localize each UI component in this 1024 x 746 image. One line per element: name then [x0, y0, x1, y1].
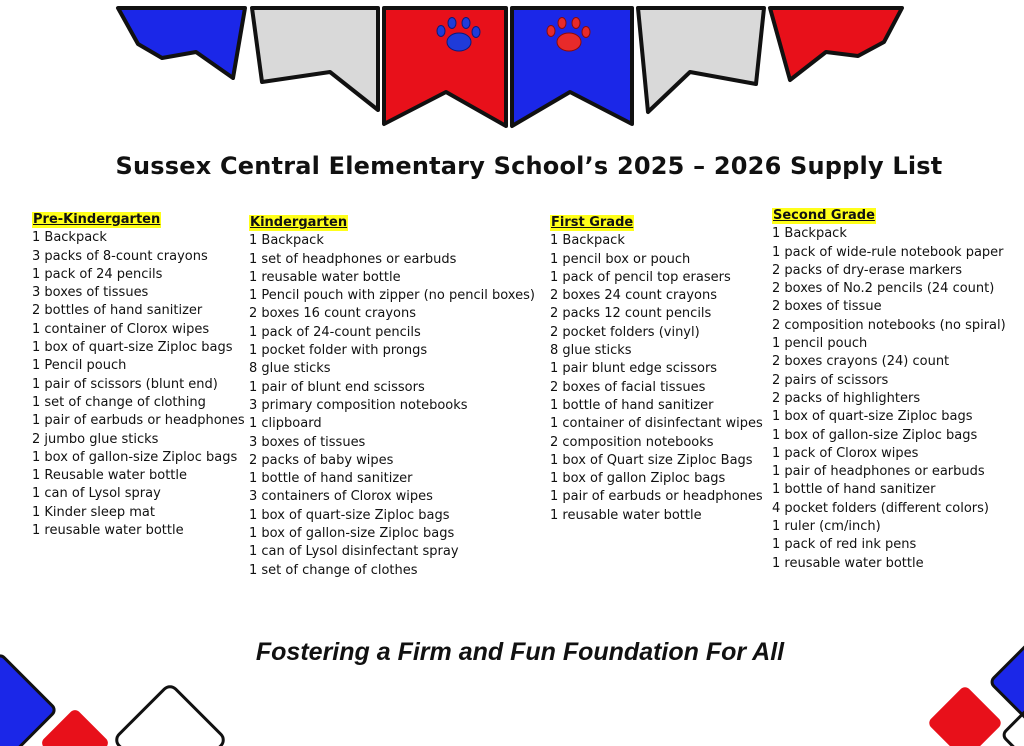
supply-item: 2 boxes of No.2 pencils (24 count) [772, 281, 995, 297]
supply-item: 1 pair of scissors (blunt end) [32, 376, 218, 392]
supply-item: 1 pack of wide-rule notebook paper [772, 244, 1004, 260]
supply-item: 1 can of Lysol spray [32, 486, 161, 502]
supply-item: 1 Reusable water bottle [32, 468, 188, 484]
supply-item: 1 pack of pencil top erasers [550, 269, 731, 285]
pennant-gray-left [252, 8, 378, 110]
supply-item: 1 pair of earbuds or headphones [550, 489, 763, 505]
footer-slogan: Fostering a Firm and Fun Foundation For All [255, 638, 785, 666]
grade-column-second-grade [772, 207, 1007, 573]
supply-item: 3 primary composition notebooks [249, 397, 468, 413]
supply-item: 1 box of Quart size Ziploc Bags [550, 452, 753, 468]
supply-item: 8 glue sticks [550, 343, 632, 359]
supply-item: 1 bottle of hand sanitizer [550, 397, 714, 413]
supply-item: 1 set of headphones or earbuds [249, 251, 457, 267]
supply-item: 2 jumbo glue sticks [32, 431, 159, 447]
grade-heading: Pre-Kindergarten [33, 212, 161, 227]
supply-item: 2 packs of dry-erase markers [772, 262, 962, 278]
supply-item: 1 container of disinfectant wipes [550, 416, 763, 432]
supply-item: 1 box of quart-size Ziploc bags [772, 409, 973, 425]
supply-item: 1 box of gallon-size Ziploc bags [32, 449, 238, 465]
grade-heading: Second Grade [773, 208, 875, 223]
supply-item: 2 packs of baby wipes [249, 452, 394, 468]
supply-item: 2 composition notebooks [550, 434, 714, 450]
decor-square-outline [113, 683, 226, 746]
grade-column-first-grade [550, 214, 765, 525]
supply-item: 1 reusable water bottle [32, 523, 184, 539]
supply-item: 1 Pencil pouch with zipper (no pencil boxes) [249, 288, 535, 304]
grade-column-pre-kindergarten [32, 211, 247, 540]
supply-item: 8 glue sticks [249, 361, 331, 377]
supply-item: 1 clipboard [249, 416, 322, 432]
pennant-blue-left [118, 8, 245, 78]
decor-square-blue [0, 653, 57, 746]
corner-decoration-left [0, 640, 240, 746]
supply-item: 3 packs of 8-count crayons [32, 248, 208, 264]
supply-item: 2 packs 12 count pencils [550, 306, 712, 322]
supply-item: 1 bottle of hand sanitizer [249, 471, 413, 487]
supply-list [32, 229, 247, 540]
supply-item: 2 boxes of tissue [772, 299, 882, 315]
supply-item: 1 reusable water bottle [772, 555, 924, 571]
supply-item: 1 Pencil pouch [32, 358, 127, 374]
supply-item: 1 pair of blunt end scissors [249, 379, 425, 395]
page-title: Sussex Central Elementary School’s 2025 – 2026 Supply List [115, 152, 943, 180]
supply-item: 2 boxes 24 count crayons [550, 288, 718, 304]
supply-item: 2 packs of highlighters [772, 390, 921, 406]
supply-item: 1 box of gallon-size Ziploc bags [249, 526, 455, 542]
supply-list [772, 225, 1007, 573]
grade-heading: First Grade [551, 215, 634, 230]
supply-item: 3 boxes of tissues [249, 434, 366, 450]
pennant-gray-right [638, 8, 764, 112]
supply-item: 1 bottle of hand sanitizer [772, 482, 936, 498]
supply-item: 3 containers of Clorox wipes [249, 489, 433, 505]
corner-decoration-right [900, 640, 1024, 746]
supply-item: 1 set of change of clothes [249, 562, 418, 578]
supply-item: 1 pack of 24-count pencils [249, 324, 421, 340]
supply-item: 1 pencil pouch [772, 336, 868, 352]
supply-item: 2 bottles of hand sanitizer [32, 303, 203, 319]
pennant-banner [0, 0, 1024, 140]
supply-item: 2 pocket folders (vinyl) [550, 324, 700, 340]
supply-item: 1 reusable water bottle [550, 507, 702, 523]
supply-item: 1 pack of Clorox wipes [772, 445, 919, 461]
pennant-red-right [770, 8, 902, 80]
supply-list [550, 232, 765, 525]
supply-item: 1 box of gallon-size Ziploc bags [772, 427, 978, 443]
supply-item: 2 boxes 16 count crayons [249, 306, 417, 322]
supply-item: 1 pencil box or pouch [550, 251, 691, 267]
decor-square-red [927, 685, 1003, 746]
supply-item: 1 pack of 24 pencils [32, 266, 163, 282]
supply-item: 1 container of Clorox wipes [32, 321, 210, 337]
supply-item: 1 box of gallon Ziploc bags [550, 471, 726, 487]
supply-item: 2 boxes crayons (24) count [772, 354, 950, 370]
supply-item: 1 Backpack [772, 226, 847, 242]
supply-item: 1 pair blunt edge scissors [550, 361, 718, 377]
supply-item: 3 boxes of tissues [32, 285, 149, 301]
supply-item: 1 ruler (cm/inch) [772, 519, 881, 535]
pennant-red-paw [384, 8, 506, 126]
supply-item: 1 box of quart-size Ziploc bags [249, 507, 450, 523]
grade-column-kindergarten [249, 214, 539, 580]
supply-item: 1 Backpack [550, 233, 625, 249]
supply-item: 1 can of Lysol disinfectant spray [249, 544, 459, 560]
supply-item: 1 Kinder sleep mat [32, 504, 155, 520]
grade-heading: Kindergarten [250, 215, 348, 230]
supply-item: 2 composition notebooks (no spiral) [772, 317, 1006, 333]
supply-item: 1 Backpack [32, 230, 107, 246]
supply-item: 1 pair of earbuds or headphones [32, 413, 245, 429]
supply-item: 1 box of quart-size Ziploc bags [32, 340, 233, 356]
supply-item: 1 pack of red ink pens [772, 537, 917, 553]
supply-list [249, 232, 539, 580]
supply-item: 1 pair of headphones or earbuds [772, 464, 985, 480]
supply-item: 4 pocket folders (different colors) [772, 500, 989, 516]
supply-item: 1 Backpack [249, 233, 324, 249]
supply-item: 2 boxes of facial tissues [550, 379, 706, 395]
supply-item: 1 pocket folder with prongs [249, 343, 428, 359]
decor-square-blue [990, 640, 1024, 724]
supply-item: 1 reusable water bottle [249, 269, 401, 285]
supply-item: 2 pairs of scissors [772, 372, 889, 388]
supply-item: 1 set of change of clothing [32, 394, 206, 410]
